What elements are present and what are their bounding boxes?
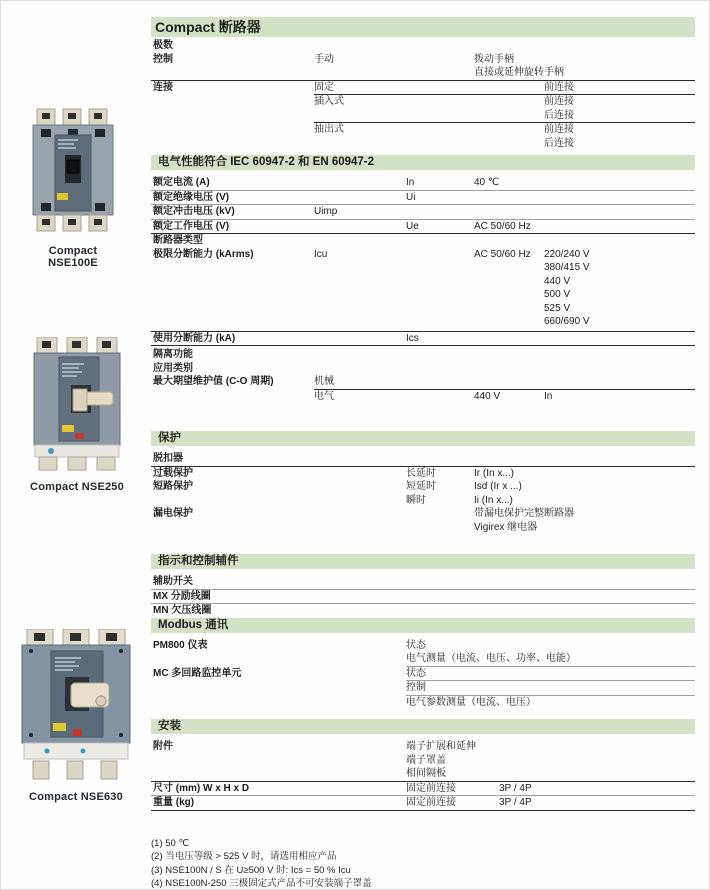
section-header-auxiliaries: 指示和控制辅件 xyxy=(151,554,695,569)
spec-label: 断路器类型 xyxy=(153,235,203,246)
spec-value: 短延时 xyxy=(406,481,436,492)
spec-row xyxy=(151,796,695,810)
section-header-installation: 安装 xyxy=(151,719,695,734)
footnote: (4) NSE100N-250 三极固定式产品不可安装端子罩盖 xyxy=(151,878,372,889)
spec-value: 固定前连接 xyxy=(406,797,456,808)
section-header-electrical: 电气性能符合 IEC 60947-2 和 EN 60947-2 xyxy=(151,155,695,170)
spec-row xyxy=(151,137,695,151)
spec-row xyxy=(151,81,695,95)
spec-row xyxy=(151,767,695,781)
spec-value: 440 V xyxy=(474,390,501,402)
spec-row xyxy=(151,109,695,123)
spec-row xyxy=(151,681,695,695)
spec-row xyxy=(151,575,695,589)
spec-row xyxy=(151,696,695,710)
spec-value: Ii (In x...) xyxy=(474,494,513,506)
spec-value: 拨动手柄 xyxy=(474,53,514,65)
product-caption: Compact NSE250 xyxy=(30,481,124,493)
spec-row xyxy=(151,754,695,768)
spec-row xyxy=(151,176,695,190)
spec-row xyxy=(151,95,695,109)
spec-value: 前连接 xyxy=(544,96,574,107)
spec-row xyxy=(151,123,695,137)
spec-row xyxy=(151,53,695,67)
spec-value: 电气参数测量（电流、电压） xyxy=(406,696,536,708)
divider-line xyxy=(151,810,695,811)
spec-value: 手动 xyxy=(314,53,334,65)
section-header-modbus: Modbus 通讯 xyxy=(151,618,695,633)
spec-label: 尺寸 (mm) W x H x D xyxy=(153,782,250,794)
divider-line xyxy=(151,345,695,346)
spec-value: In xyxy=(406,177,415,188)
spec-label: PM800 仪表 xyxy=(153,639,208,651)
spec-label: 短路保护 xyxy=(153,481,193,492)
spec-row xyxy=(151,275,695,289)
spec-table-protection xyxy=(151,452,695,534)
spec-value: Ue xyxy=(406,220,419,232)
spec-row xyxy=(151,234,695,248)
spec-label: 附件 xyxy=(153,741,173,752)
spec-row xyxy=(151,494,695,508)
spec-value: 40 ℃ xyxy=(474,177,500,188)
spec-label: 应用类别 xyxy=(153,362,193,374)
footnote: (1) 50 ℃ xyxy=(151,837,190,849)
spec-label: MX 分励线圈 xyxy=(153,590,211,602)
breaker-photo-nse250-illustration xyxy=(29,337,125,471)
spec-value: 带漏电保护完整断路器 xyxy=(474,508,574,519)
breaker-photo-nse100e-illustration xyxy=(29,105,117,235)
spec-value: 380/415 V xyxy=(544,262,590,273)
spec-value: In xyxy=(544,390,553,402)
spec-value: 后连接 xyxy=(544,109,574,121)
spec-value: 机械 xyxy=(314,376,334,387)
spec-label: 连接 xyxy=(153,81,173,93)
spec-row xyxy=(151,261,695,275)
spec-value: Isd (Ir x ...) xyxy=(474,481,522,492)
spec-row xyxy=(151,652,695,666)
spec-value: 电气测量（电流、电压、功率、电能） xyxy=(406,653,576,664)
spec-value: 抽出式 xyxy=(314,124,344,135)
spec-value: 状态 xyxy=(406,667,426,679)
spec-value: Uimp xyxy=(314,206,338,217)
spec-value: 固定前连接 xyxy=(406,782,456,794)
spec-row xyxy=(151,302,695,316)
spec-row xyxy=(151,315,695,329)
spec-row xyxy=(151,205,695,219)
spec-content xyxy=(151,17,695,890)
spec-value: 后连接 xyxy=(544,137,574,149)
spec-table-modbus xyxy=(151,639,695,710)
spec-row xyxy=(151,348,695,362)
breaker-photo-nse630-illustration xyxy=(17,629,135,781)
spec-label: 隔离功能 xyxy=(153,349,193,360)
spec-label: 漏电保护 xyxy=(153,508,193,519)
spec-label: 极数 xyxy=(153,40,173,51)
spec-label: 额定电流 (A) xyxy=(153,177,210,188)
spec-value: 相间隔板 xyxy=(406,768,446,779)
spec-row xyxy=(151,191,695,205)
spec-value: 660/690 V xyxy=(544,316,590,327)
spec-label: 重量 (kg) xyxy=(153,797,195,808)
spec-row xyxy=(151,480,695,494)
spec-row xyxy=(151,667,695,681)
page-title: Compact 断路器 xyxy=(151,17,695,37)
spec-row xyxy=(151,375,695,389)
spec-label: 最大期望维护值 (C-O 周期) xyxy=(153,376,274,387)
spec-row xyxy=(151,39,695,53)
spec-label: MN 欠压线圈 xyxy=(153,605,212,616)
spec-value: 3P / 4P xyxy=(499,797,532,808)
spec-row xyxy=(151,507,695,521)
spec-value: 3P / 4P xyxy=(499,782,532,794)
spec-label: 额定工作电压 (V) xyxy=(153,220,230,232)
spec-value: 状态 xyxy=(406,639,426,651)
spec-label: 辅助开关 xyxy=(153,576,193,587)
spec-value: AC 50/60 Hz xyxy=(474,248,531,260)
spec-row xyxy=(151,248,695,262)
spec-row xyxy=(151,390,695,404)
spec-label: 脱扣器 xyxy=(153,453,183,464)
spec-value: 前连接 xyxy=(544,81,574,93)
spec-row xyxy=(151,66,695,80)
spec-row xyxy=(151,604,695,618)
spec-row xyxy=(151,521,695,535)
spec-value: 端子扩展和延伸 xyxy=(406,741,476,752)
spec-label: 控制 xyxy=(153,53,173,65)
spec-value: 前连接 xyxy=(544,124,574,135)
spec-table-installation xyxy=(151,740,695,811)
spec-value: Ir (In x...) xyxy=(474,467,514,479)
spec-value: 电气 xyxy=(314,390,334,402)
spec-row xyxy=(151,288,695,302)
spec-value: 440 V xyxy=(544,275,571,287)
spec-value: 端子罩盖 xyxy=(406,754,446,766)
spec-value: Vigirex 继电器 xyxy=(474,521,538,533)
spec-label: 过载保护 xyxy=(153,467,193,479)
spec-value: 固定 xyxy=(314,81,334,93)
spec-value: 220/240 V xyxy=(544,248,590,260)
product-figure-nse250 xyxy=(27,337,127,493)
footnotes xyxy=(151,837,695,890)
spec-value: Icu xyxy=(314,248,328,260)
spec-row xyxy=(151,590,695,604)
section-header-protection: 保护 xyxy=(151,431,695,446)
spec-row xyxy=(151,639,695,653)
spec-row xyxy=(151,452,695,466)
spec-label: 额定绝缘电压 (V) xyxy=(153,191,230,203)
spec-value: 525 V xyxy=(544,302,571,314)
spec-value: 直接或延伸旋转手柄 xyxy=(474,67,564,78)
spec-label: 极限分断能力 (kArms) xyxy=(153,248,254,260)
spec-table-auxiliaries xyxy=(151,575,695,618)
spec-row xyxy=(151,782,695,796)
spec-value: 插入式 xyxy=(314,96,344,107)
spec-row xyxy=(151,220,695,234)
spec-row xyxy=(151,332,695,346)
spec-value: Ui xyxy=(406,191,416,203)
spec-label: 使用分断能力 (kA) xyxy=(153,332,236,344)
spec-value: AC 50/60 Hz xyxy=(474,220,531,232)
spec-value: 长延时 xyxy=(406,467,436,479)
product-caption: Compact NSE100E xyxy=(48,245,98,269)
spec-row xyxy=(151,740,695,754)
spec-value: 500 V xyxy=(544,289,571,300)
spec-label: 额定冲击电压 (kV) xyxy=(153,206,235,217)
spec-value: 控制 xyxy=(406,682,426,693)
footnote: (2) 当电压等级 > 525 V 时，请选用相应产品 xyxy=(151,851,337,862)
product-figure-nse100e xyxy=(27,105,119,269)
product-caption: Compact NSE630 xyxy=(29,791,123,803)
spec-row xyxy=(151,467,695,481)
footnote: (3) NSE100N / S 在 U≥500 V 时: Ics = 50 % Icu xyxy=(151,864,351,876)
spec-value: Ics xyxy=(406,332,419,344)
product-figure-nse630 xyxy=(15,629,137,803)
spec-value: 瞬时 xyxy=(406,494,426,506)
spec-label: MC 多回路监控单元 xyxy=(153,667,242,679)
spec-row xyxy=(151,362,695,376)
spec-table-general xyxy=(151,39,695,150)
spec-table-electrical xyxy=(151,176,695,403)
